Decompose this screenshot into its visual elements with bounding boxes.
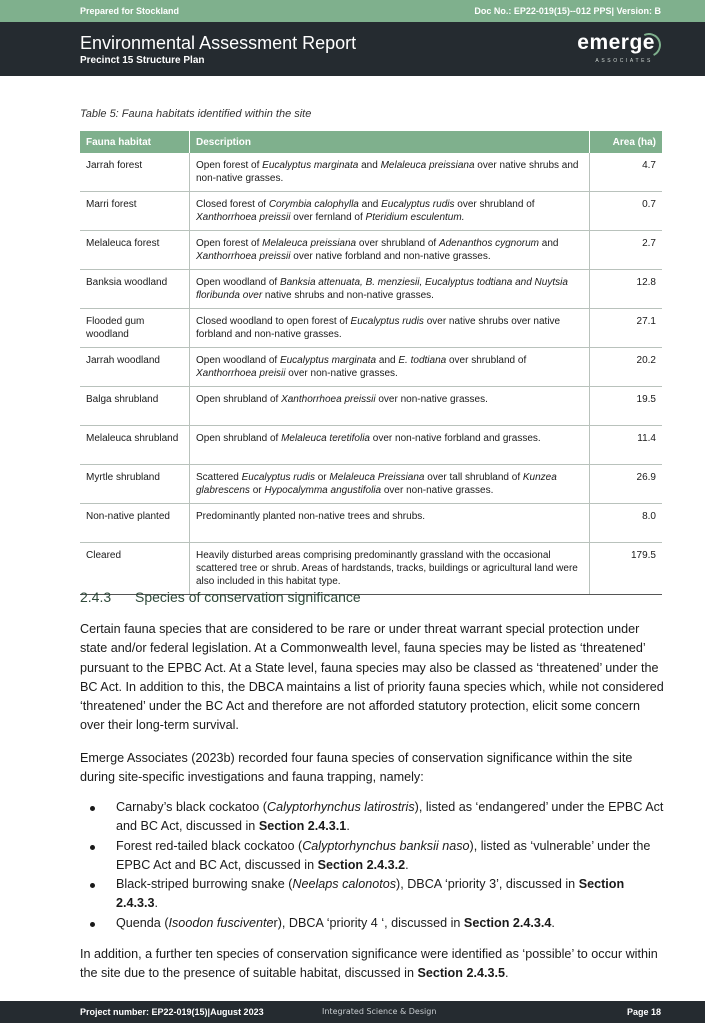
list-item: [80, 914, 666, 933]
area-cell: 12.8: [590, 270, 663, 309]
area-cell: 19.5: [590, 387, 663, 426]
italic-text: Eucalyptus rudis: [350, 316, 424, 327]
text-run: and: [358, 199, 382, 210]
description-cell: [190, 309, 590, 348]
text-run: .: [405, 857, 409, 872]
table-row: [80, 348, 662, 387]
italic-text: Melaleuca preissiana: [262, 238, 357, 249]
table-caption: Table 5: Fauna habitats identified within the site: [80, 108, 312, 120]
table-row: [80, 231, 662, 270]
text-run: native shrubs and non-native grasses.: [262, 290, 434, 301]
italic-text: Xanthorrhoea preissii: [196, 212, 291, 223]
text-run: over shrubland of: [454, 199, 535, 210]
table-row: [80, 153, 662, 192]
text-run: over shrubland of: [446, 355, 527, 366]
habitat-cell: Cleared: [80, 543, 190, 595]
italic-text: Neelaps calonotos: [292, 877, 397, 892]
description-cell: [190, 543, 590, 595]
table-row: [80, 270, 662, 309]
habitat-cell: Marri forest: [80, 192, 190, 231]
area-cell: 0.7: [590, 192, 663, 231]
report-header: [0, 22, 705, 76]
section-reference: Section 2.4.3.4: [463, 915, 552, 930]
text-run: and: [358, 160, 381, 171]
habitat-cell: Jarrah forest: [80, 153, 190, 192]
italic-text: Melaleuca Preissiana: [329, 472, 425, 483]
table-row: [80, 309, 662, 348]
habitat-cell: Myrtle shrubland: [80, 465, 190, 504]
area-cell: 27.1: [590, 309, 663, 348]
description-cell: [190, 465, 590, 504]
italic-text: Xanthorrhoea preissii: [281, 394, 376, 405]
section-reference: Section 2.4.3.3: [116, 877, 625, 911]
text-run: Open woodland of: [196, 355, 280, 366]
text-run: or: [314, 472, 330, 483]
text-run: ), listed as ‘endangered’ under the EPBC Act and BC Act, discussed in: [116, 800, 664, 834]
table-row: [80, 465, 662, 504]
text-run: Predominantly planted non-native trees and shrubs.: [196, 511, 426, 522]
description-cell: [190, 270, 590, 309]
table-row: [80, 192, 662, 231]
area-cell: 4.7: [590, 153, 663, 192]
habitat-cell: Non-native planted: [80, 504, 190, 543]
text-run: over tall shrubland of: [424, 472, 523, 483]
text-run: Closed forest of: [196, 199, 269, 210]
table-body: [80, 153, 662, 595]
text-run: over non-native forbland and grasses.: [370, 433, 541, 444]
text-run: Emerge Associates (2023b) recorded four fauna species of conservation significance within the site during site-specific investigations and fauna trapping, namely:: [80, 751, 633, 785]
text-run: or: [249, 485, 265, 496]
text-run: .: [504, 966, 509, 981]
text-run: Open forest of: [196, 238, 263, 249]
habitat-cell: Melaleuca shrubland: [80, 426, 190, 465]
text-run: Closed woodland to open forest of: [196, 316, 351, 327]
text-run: over shrubland of: [356, 238, 439, 249]
report-subtitle: Precinct 15 Structure Plan: [80, 55, 205, 66]
italic-text: Calyptorhynchus latirostris: [266, 800, 415, 814]
text-run: Black-striped burrowing snake (: [116, 877, 293, 892]
text-run: over fernland of: [290, 212, 366, 223]
italic-text: Eucalyptus marginata: [262, 160, 359, 171]
text-run: .: [551, 915, 555, 930]
species-bullet-list: [80, 798, 666, 933]
description-cell: [190, 426, 590, 465]
area-cell: 8.0: [590, 504, 663, 543]
description-cell: [190, 192, 590, 231]
logo-wordmark: emerge: [577, 31, 655, 54]
description-cell: [190, 504, 590, 543]
text-run: .: [346, 819, 350, 834]
text-run: Certain fauna species that are considered to be rare or under threat warrant special protection under state and/or federal legislation. At a Commonwealth level, fauna species may be listed as ‘threatened’ pursuant to the EPBC Act. At a State level, fauna species may also be classed as ‘threatened’ under the BC Act. In addition to this, the DBCA maintains a list of priority fauna species which, while not considered ‘threatened’ under the BC Act and therefore are not afforded statutory protection, elicit some concern over their long-term survival.: [80, 622, 664, 733]
text-run: r), DBCA ‘priority 4 ‘, discussed in: [273, 915, 464, 930]
text-run: In addition, a further ten species of conservation significance were identified as ‘possible’ to occur within the site due to the presence of suitable habitat, discussed in: [80, 947, 658, 981]
italic-text: Xanthorrhoea preissii: [196, 251, 291, 262]
text-run: Carnaby’s black cockatoo (: [116, 800, 267, 814]
area-cell: 20.2: [590, 348, 663, 387]
area-cell: 11.4: [590, 426, 663, 465]
list-item: [80, 875, 666, 914]
section-title: Species of conservation significance: [135, 589, 361, 605]
italic-text: Eucalyptus rudis: [241, 472, 315, 483]
text-run: over non-native grasses.: [381, 485, 494, 496]
section-heading: [80, 589, 361, 605]
document-number-label: Doc No.: EP22-019(15)--012 PPS| Version: B: [474, 6, 661, 16]
text-run: and: [539, 238, 559, 249]
logo-tagline: ASSOCIATES: [595, 58, 653, 64]
description-cell: [190, 348, 590, 387]
area-cell: 179.5: [590, 543, 663, 595]
project-number-label: Project number: EP22-019(15)|August 2023: [80, 1007, 264, 1017]
section-number: 2.4.3: [80, 589, 112, 605]
italic-text: Kunzea glabrescens: [196, 472, 557, 496]
italic-text: Melaleuca teretifolia: [281, 433, 370, 444]
column-header-habitat: Fauna habitat: [80, 131, 190, 153]
footer-tagline: Integrated Science & Design: [322, 1007, 437, 1016]
italic-text: Adenanthos cygnorum: [438, 238, 540, 249]
text-run: ), DBCA ‘priority 3’, discussed in: [396, 877, 579, 892]
fauna-habitat-table: [80, 131, 662, 595]
italic-text: Banksia attenuata, B. menziesii, Eucalyptus todtiana and Nuytsia floribunda over: [196, 277, 568, 301]
body-paragraph-1: [80, 620, 666, 736]
area-cell: 26.9: [590, 465, 663, 504]
section-reference: Section 2.4.3.5: [417, 966, 505, 981]
table-header-row: [80, 131, 662, 153]
italic-text: Xanthorrhoea preisii: [196, 368, 286, 379]
description-cell: [190, 387, 590, 426]
text-run: Open forest of: [196, 160, 263, 171]
habitat-cell: Flooded gum woodland: [80, 309, 190, 348]
italic-text: Eucalyptus marginata: [279, 355, 377, 366]
text-run: Heavily disturbed areas comprising predominantly grassland with the occasional scattered tree or shrub. Areas of hardstands, tracks, buildings or agricultural land were also included in this habitat type.: [196, 550, 578, 587]
table-row: [80, 543, 662, 595]
habitat-cell: Melaleuca forest: [80, 231, 190, 270]
text-run: over non-native grasses.: [375, 394, 488, 405]
text-run: Forest red-tailed black cockatoo (: [116, 838, 303, 853]
body-paragraph-3: [80, 945, 666, 984]
table-row: [80, 387, 662, 426]
habitat-cell: Balga shrubland: [80, 387, 190, 426]
text-run: and: [376, 355, 399, 366]
italic-text: Melaleuca preissiana: [380, 160, 475, 171]
top-strip: [0, 0, 705, 22]
italic-text: Calyptorhynchus banksii naso: [302, 838, 470, 853]
report-title: Environmental Assessment Report: [80, 33, 357, 53]
list-item: [80, 798, 666, 837]
section-reference: Section 2.4.3.2: [317, 857, 406, 872]
body-paragraph-2: [80, 749, 666, 788]
italic-text: E. todtiana: [398, 355, 447, 366]
italic-text: Hypocalymma angustifolia: [264, 485, 382, 496]
description-cell: [190, 153, 590, 192]
list-item: [80, 837, 666, 876]
text-run: over native forbland and non-native grasses.: [290, 251, 491, 262]
italic-text: Corymbia calophylla: [268, 199, 359, 210]
area-cell: 2.7: [590, 231, 663, 270]
text-run: Open woodland of: [196, 277, 280, 288]
text-run: ), listed as ‘vulnerable’ under the EPBC Act and BC Act, discussed in: [116, 838, 651, 872]
text-run: over native shrubs and non-native grasses.: [196, 160, 579, 184]
description-cell: [190, 231, 590, 270]
column-header-description: Description: [190, 131, 590, 153]
italic-text: Eucalyptus rudis: [381, 199, 455, 210]
text-run: .: [154, 896, 159, 911]
prepared-for-label: Prepared for Stockland: [80, 6, 180, 16]
column-header-area: Area (ha): [590, 131, 663, 153]
page-number: Page 18: [626, 1007, 661, 1017]
table-row: [80, 504, 662, 543]
italic-text: Pteridium esculentum.: [365, 212, 465, 223]
section-reference: Section 2.4.3.1: [258, 819, 347, 834]
emerge-logo: [569, 31, 661, 71]
table-row: [80, 426, 662, 465]
text-run: Quenda (: [116, 915, 169, 930]
italic-text: Isoodon fuscivente: [168, 915, 274, 930]
text-run: Open shrubland of: [196, 394, 282, 405]
text-run: Scattered: [196, 472, 242, 483]
page-footer: [0, 1001, 705, 1023]
text-run: over native shrubs over native forbland and non-native grasses.: [196, 316, 561, 340]
text-run: over non-native grasses.: [285, 368, 398, 379]
habitat-cell: Banksia woodland: [80, 270, 190, 309]
habitat-cell: Jarrah woodland: [80, 348, 190, 387]
text-run: Open shrubland of: [196, 433, 282, 444]
